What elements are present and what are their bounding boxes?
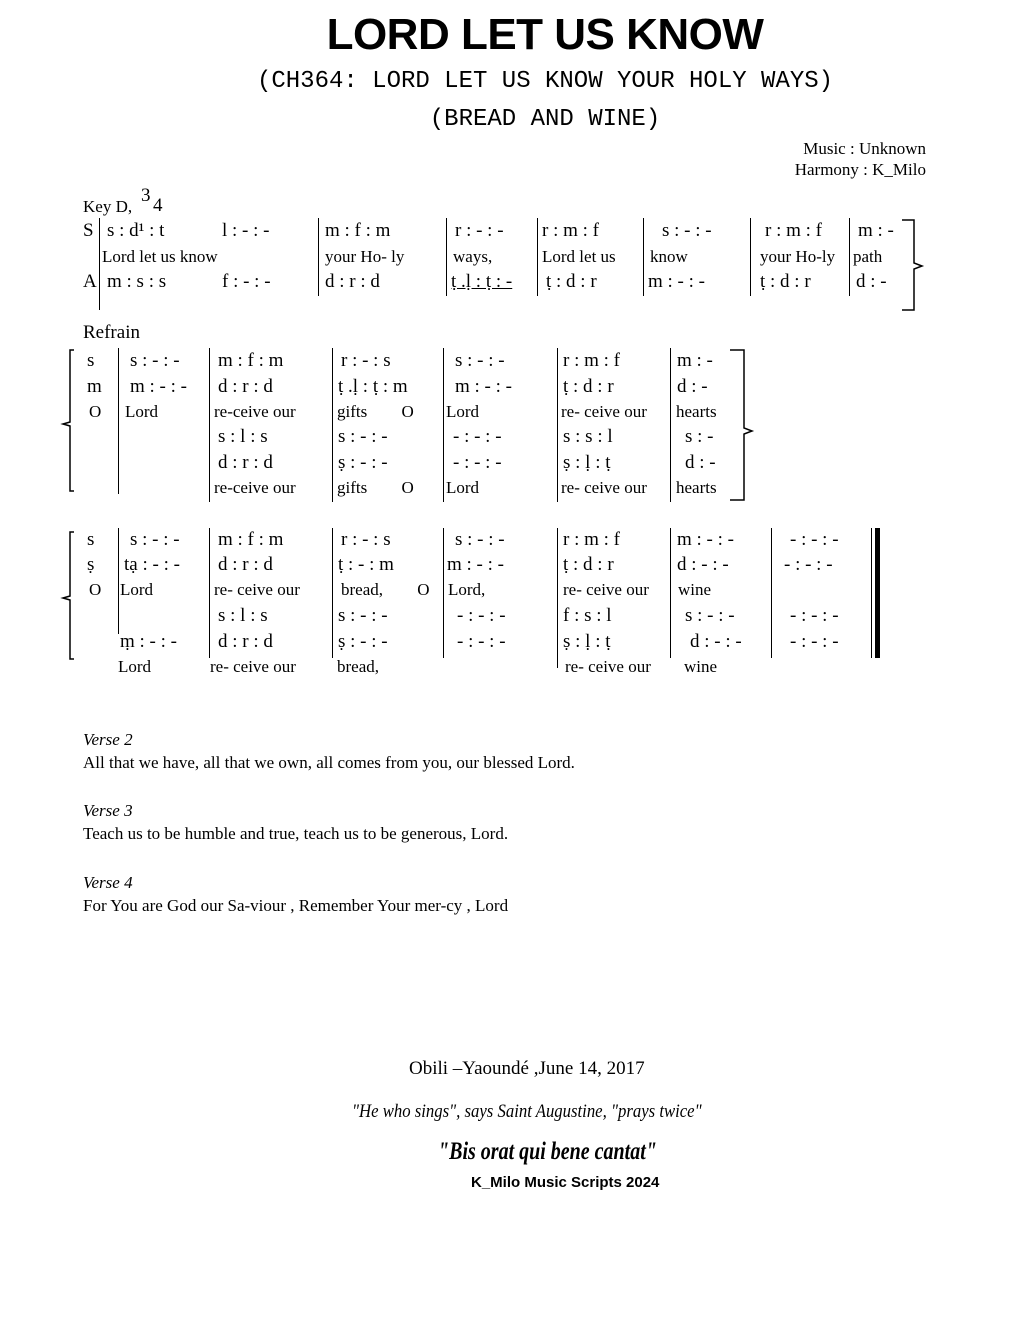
lyric: gifts O bbox=[337, 402, 414, 421]
bar-line bbox=[118, 348, 119, 494]
lyric: know bbox=[650, 247, 688, 266]
alto-note: m : - : - bbox=[648, 271, 705, 292]
system-start-line bbox=[99, 218, 100, 310]
lyric: re-ceive our bbox=[214, 478, 296, 497]
lyric: re- ceive our bbox=[210, 657, 296, 676]
right-bracket bbox=[900, 218, 930, 313]
final-bar-thin bbox=[871, 528, 872, 658]
lyric: gifts O bbox=[337, 478, 414, 497]
note-cell: m : - : - bbox=[677, 529, 734, 550]
lyric: Lord bbox=[120, 580, 154, 599]
note-cell: r : m : f bbox=[563, 350, 620, 371]
lyric: wine bbox=[684, 657, 718, 676]
note-cell: r : - : s bbox=[341, 529, 391, 550]
left-bracket bbox=[60, 530, 85, 662]
soprano-note: s : d¹ : t bbox=[107, 220, 165, 241]
note-cell: - : - : - bbox=[457, 605, 506, 626]
verse-4-label: Verse 4 bbox=[83, 873, 133, 892]
bar-line bbox=[670, 348, 671, 502]
soprano-note: m : f : m bbox=[325, 220, 391, 241]
lyric: O bbox=[89, 580, 102, 599]
note-cell: - : - : - bbox=[790, 529, 839, 550]
bar-line bbox=[446, 218, 447, 296]
verse-2-label: Verse 2 bbox=[83, 730, 133, 749]
alto-note: ṭ : d : r bbox=[760, 271, 811, 292]
note-cell: s bbox=[87, 529, 95, 550]
note-cell: s bbox=[87, 350, 95, 371]
note-cell: ṣ : - : - bbox=[338, 452, 388, 473]
note-cell: ṣ : ḷ : ṭ bbox=[563, 631, 611, 652]
alto-note: d : - bbox=[856, 271, 887, 292]
alto-note: ṭ : d : r bbox=[546, 271, 597, 292]
soprano-note: r : - : - bbox=[455, 220, 504, 241]
time-signature-bottom: 4 bbox=[153, 195, 163, 216]
note-cell: m : f : m bbox=[218, 350, 284, 371]
lyric: O bbox=[89, 402, 102, 421]
note-cell: s : - : - bbox=[685, 605, 735, 626]
alto-note: m : s : s bbox=[107, 271, 167, 292]
lyric: re- ceive our bbox=[214, 580, 300, 599]
alto-note: d : r : d bbox=[325, 271, 380, 292]
lyric: Lord, bbox=[448, 580, 486, 599]
lyric: hearts bbox=[676, 402, 717, 421]
subtitle-ch364: (CH364: LORD LET US KNOW YOUR HOLY WAYS) bbox=[256, 68, 834, 95]
place-date: Obili –Yaoundé ,June 14, 2017 bbox=[409, 1058, 645, 1079]
harmony-credit: Harmony : K_Milo bbox=[794, 160, 926, 179]
bar-line bbox=[771, 528, 772, 658]
bar-line bbox=[557, 348, 558, 502]
lyric: re- ceive our bbox=[561, 478, 647, 497]
verse-3-text: Teach us to be humble and true, teach us to be generous, Lord. bbox=[83, 824, 509, 843]
bar-line bbox=[209, 348, 210, 502]
note-cell: d : - bbox=[685, 452, 716, 473]
soprano-note: m : - bbox=[858, 220, 894, 241]
right-bracket bbox=[728, 348, 763, 504]
soprano-note: r : m : f bbox=[765, 220, 822, 241]
page-title: LORD LET US KNOW bbox=[326, 10, 764, 59]
subtitle-bread-wine: (BREAD AND WINE) bbox=[429, 106, 661, 133]
note-cell: f : s : l bbox=[563, 605, 612, 626]
note-cell: m : - : - bbox=[455, 376, 512, 397]
lyric: Lord bbox=[125, 402, 159, 421]
lyric: re- ceive our bbox=[563, 580, 649, 599]
lyric: hearts bbox=[676, 478, 717, 497]
note-cell: - : - : - bbox=[453, 426, 502, 447]
bar-line bbox=[670, 528, 671, 658]
music-credit: Music : Unknown bbox=[803, 139, 926, 158]
scripts-credit: K_Milo Music Scripts 2024 bbox=[471, 1174, 660, 1191]
augustine-quote: "He who sings", says Saint Augustine, "prays twice" bbox=[352, 1101, 702, 1122]
verse-2-text: All that we have, all that we own, all comes from you, our blessed Lord. bbox=[83, 753, 575, 772]
note-cell: d : r : d bbox=[218, 452, 273, 473]
bar-line bbox=[332, 348, 333, 502]
note-cell: s : - : - bbox=[130, 350, 180, 371]
alto-label: A bbox=[83, 271, 97, 292]
lyric: re-ceive our bbox=[214, 402, 296, 421]
bar-line bbox=[318, 218, 319, 296]
lyric: ways, bbox=[453, 247, 493, 266]
bar-line bbox=[643, 218, 644, 296]
lyric: Lord bbox=[446, 478, 480, 497]
note-cell: m : f : m bbox=[218, 529, 284, 550]
latin-motto: "Bis orat qui bene cantat" bbox=[438, 1138, 657, 1165]
note-cell: ṭ : - : m bbox=[338, 554, 394, 575]
note-cell: r : - : s bbox=[341, 350, 391, 371]
alto-note: ṭ .ḷ : ṭ : - bbox=[451, 271, 513, 292]
note-cell: m bbox=[87, 376, 102, 397]
note-cell: s : l : s bbox=[218, 426, 268, 447]
note-cell: - : - : - bbox=[457, 631, 506, 652]
note-cell: s : - : - bbox=[338, 605, 388, 626]
note-cell: s : s : l bbox=[563, 426, 613, 447]
note-cell: m : - bbox=[677, 350, 713, 371]
bar-line bbox=[332, 528, 333, 658]
note-cell: ṭ .ḷ : ṭ : m bbox=[338, 376, 408, 397]
note-cell: - : - : - bbox=[784, 554, 833, 575]
alto-note: f : - : - bbox=[222, 271, 271, 292]
soprano-note: s : - : - bbox=[662, 220, 712, 241]
left-bracket bbox=[60, 348, 85, 494]
note-cell: ṣ : - : - bbox=[338, 631, 388, 652]
lyric: Lord bbox=[118, 657, 152, 676]
note-cell: tạ : - : - bbox=[124, 554, 180, 575]
note-cell: ṭ : d : r bbox=[563, 376, 614, 397]
verse-4-text: For You are God our Sa-viour , Remember Your mer-cy , Lord bbox=[83, 896, 509, 915]
bar-line bbox=[118, 528, 119, 634]
bar-line bbox=[443, 348, 444, 502]
note-cell: ṣ : ḷ : ṭ bbox=[563, 452, 611, 473]
note-cell: d : r : d bbox=[218, 554, 273, 575]
note-cell: d : r : d bbox=[218, 376, 273, 397]
lyric: Lord let us know bbox=[102, 247, 218, 266]
note-cell: ṣ bbox=[87, 554, 95, 575]
note-cell: s : - : - bbox=[455, 529, 505, 550]
lyric: wine bbox=[678, 580, 712, 599]
bar-line bbox=[209, 528, 210, 658]
note-cell: - : - : - bbox=[790, 605, 839, 626]
lyric: Lord bbox=[446, 402, 480, 421]
note-cell: d : - : - bbox=[677, 554, 729, 575]
lyric: bread, O bbox=[341, 580, 430, 599]
lyric: re- ceive our bbox=[561, 402, 647, 421]
bar-line bbox=[443, 528, 444, 658]
lyric: Lord let us bbox=[542, 247, 616, 266]
note-cell: - : - : - bbox=[790, 631, 839, 652]
note-cell: s : - : - bbox=[130, 529, 180, 550]
note-cell: d : r : d bbox=[218, 631, 273, 652]
note-cell: s : - : - bbox=[455, 350, 505, 371]
note-cell: - : - : - bbox=[453, 452, 502, 473]
bar-line bbox=[849, 218, 850, 296]
lyric: re- ceive our bbox=[565, 657, 651, 676]
note-cell: m : - : - bbox=[130, 376, 187, 397]
note-cell: s : l : s bbox=[218, 605, 268, 626]
note-cell: s : - : - bbox=[338, 426, 388, 447]
lyric: your Ho-ly bbox=[760, 247, 836, 266]
note-cell: m : - : - bbox=[447, 554, 504, 575]
soprano-label: S bbox=[83, 220, 94, 241]
bar-line bbox=[750, 218, 751, 296]
bar-line bbox=[537, 218, 538, 296]
note-cell: ṃ : - : - bbox=[120, 631, 177, 652]
note-cell: d : - : - bbox=[690, 631, 742, 652]
refrain-label: Refrain bbox=[83, 322, 140, 343]
lyric: bread, bbox=[337, 657, 380, 676]
lyric: path bbox=[853, 247, 883, 266]
lyric: your Ho- ly bbox=[325, 247, 405, 266]
verse-3-label: Verse 3 bbox=[83, 801, 133, 820]
note-cell: ṭ : d : r bbox=[563, 554, 614, 575]
note-cell: d : - bbox=[677, 376, 708, 397]
key-label: Key D, bbox=[83, 197, 133, 216]
soprano-note: l : - : - bbox=[222, 220, 270, 241]
soprano-note: r : m : f bbox=[542, 220, 599, 241]
bar-line bbox=[557, 528, 558, 668]
note-cell: s : - bbox=[685, 426, 714, 447]
note-cell: r : m : f bbox=[563, 529, 620, 550]
final-bar-thick bbox=[875, 528, 880, 658]
time-signature-top: 3 bbox=[141, 185, 151, 206]
